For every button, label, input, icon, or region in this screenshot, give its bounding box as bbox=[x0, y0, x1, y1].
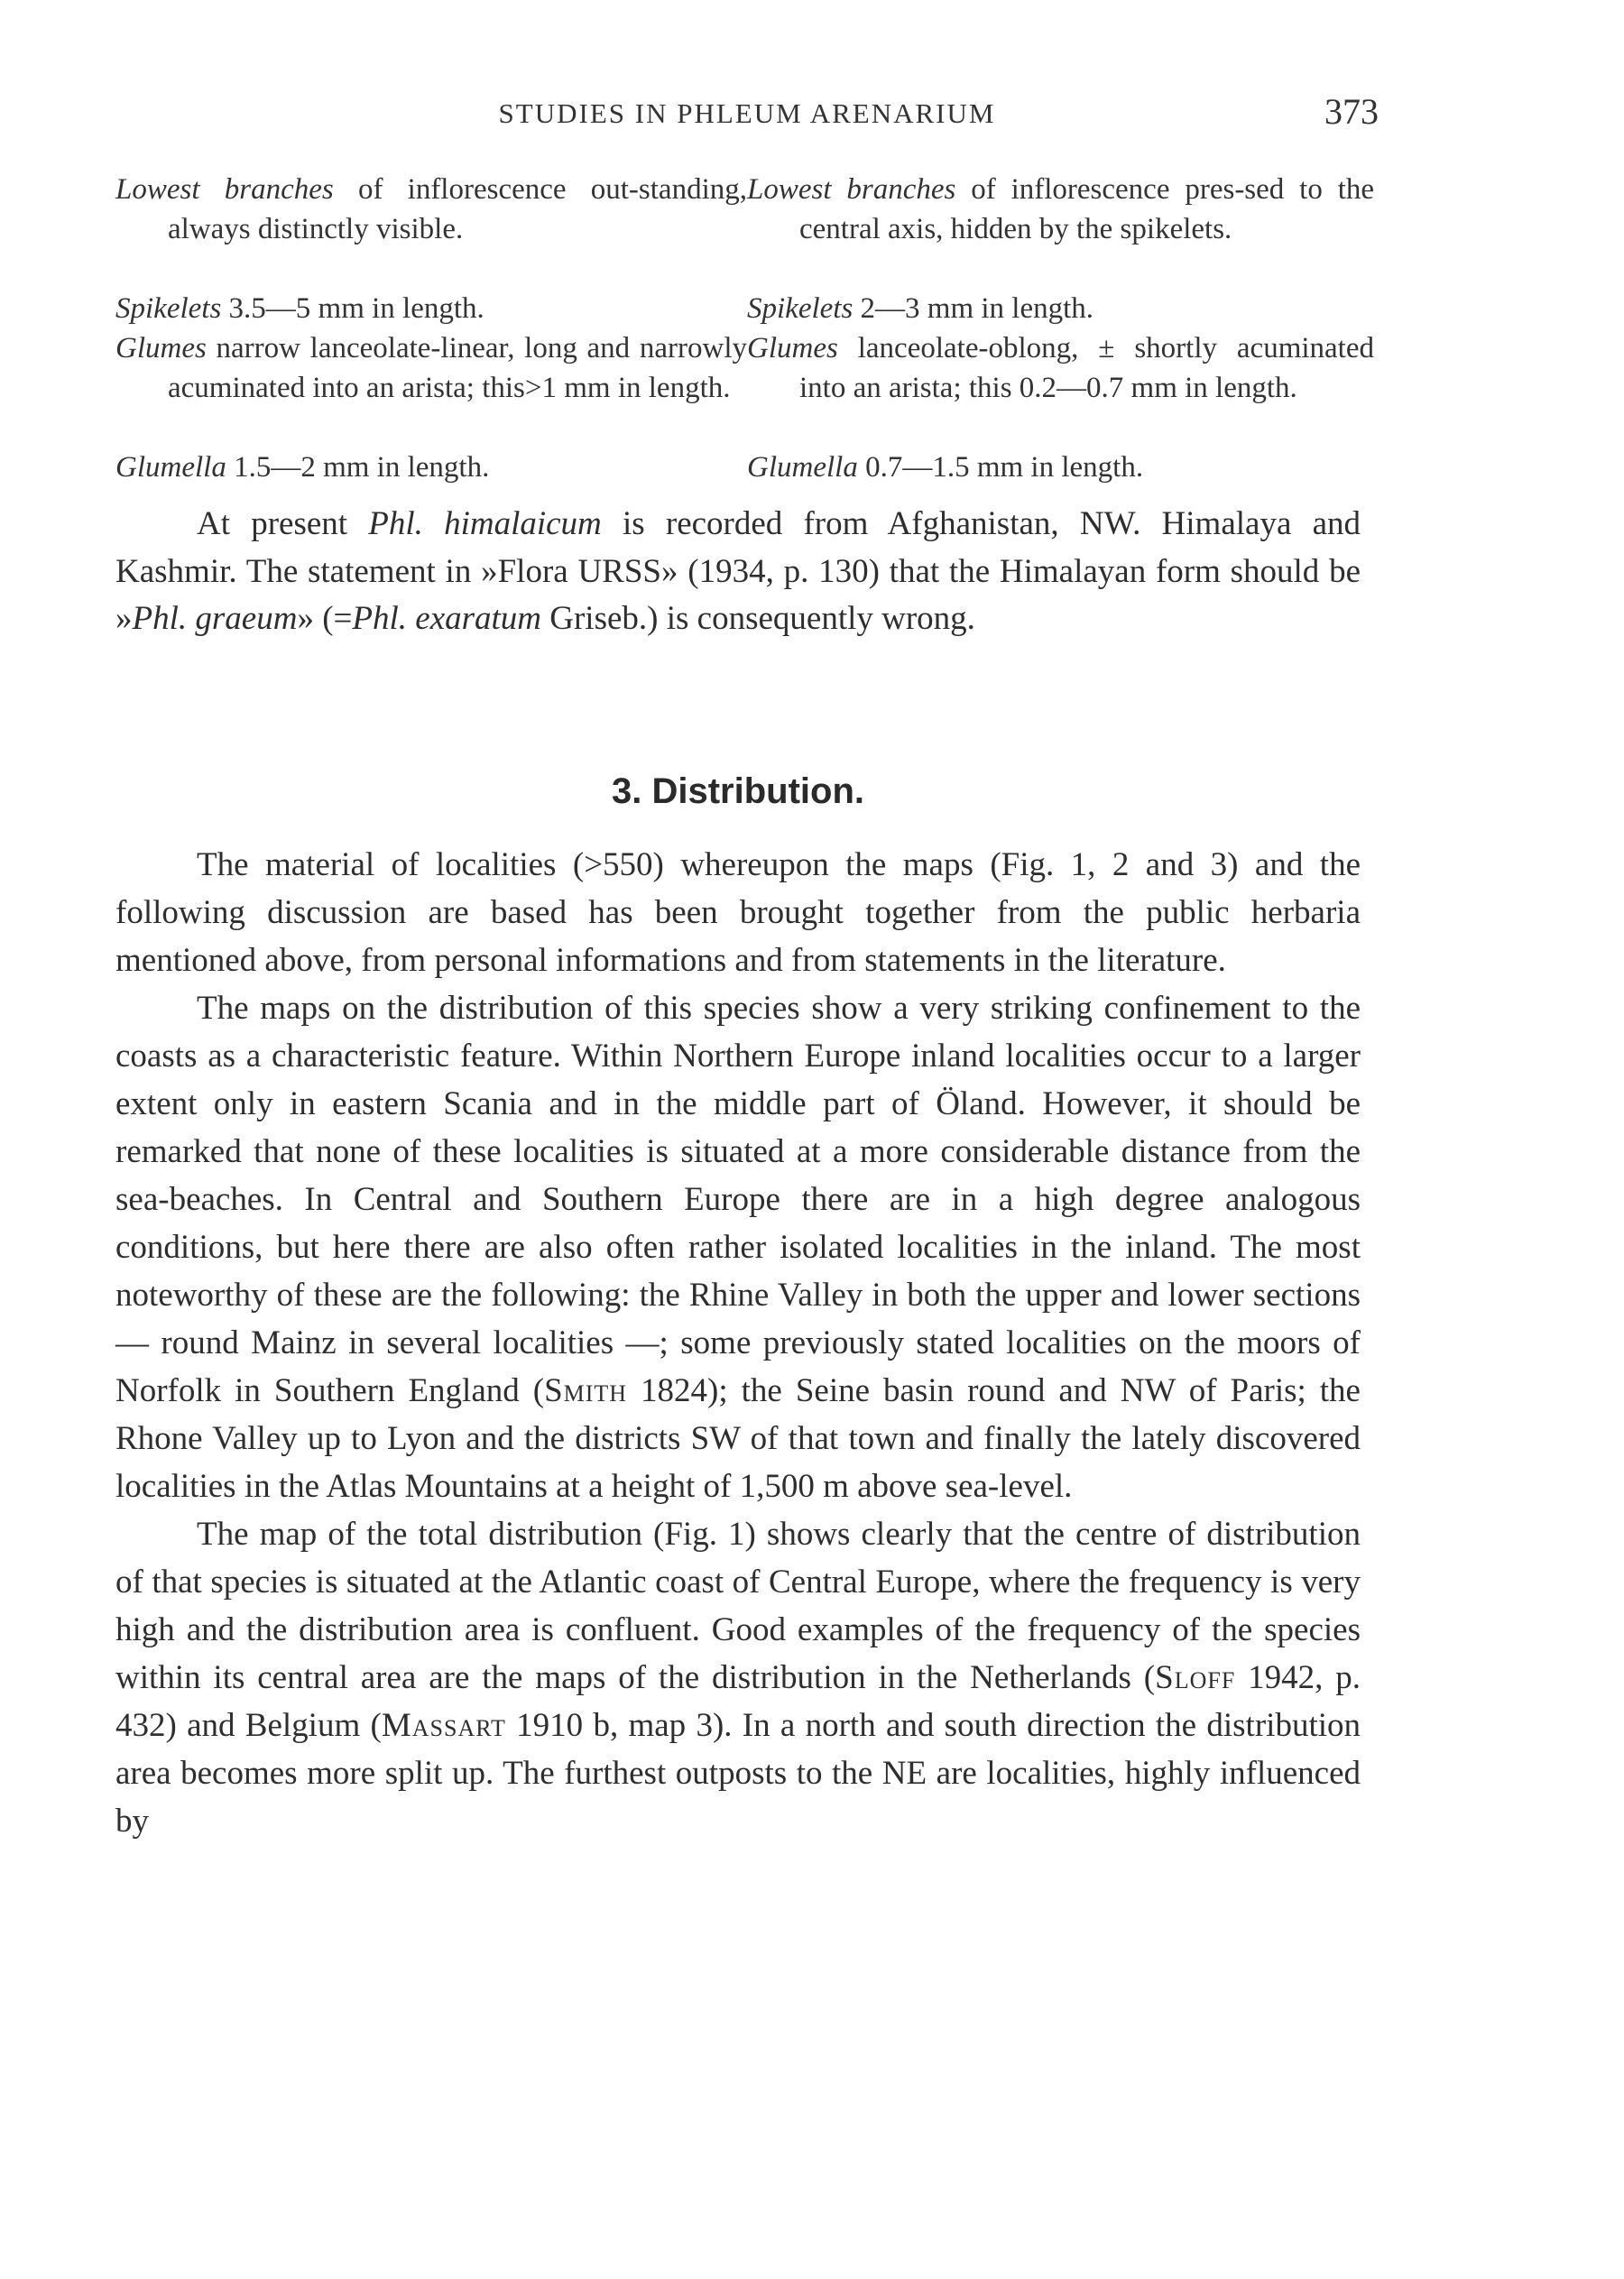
key-row-spikelets bbox=[115, 289, 1374, 328]
key-term: Glumella bbox=[115, 451, 226, 484]
author-name: Massart bbox=[381, 1707, 506, 1744]
key-term: Spikelets bbox=[747, 292, 854, 325]
key-term: Glumes bbox=[747, 332, 838, 364]
key-row-glumes bbox=[115, 328, 1374, 447]
key-text: 0.7—1.5 mm in length. bbox=[857, 451, 1144, 484]
text-run: At present bbox=[197, 505, 369, 542]
distribution-section bbox=[115, 841, 1361, 1845]
key-text: 1.5—2 mm in length. bbox=[226, 451, 490, 484]
key-term: Lowest branches bbox=[747, 173, 956, 206]
text-run: The map of the total distribution (Fig. 1) shows clearly that the centre of distribution of that species is situated at the Atlantic coast of Central Europe, where the frequency is very high and the distribution area is confluent. Good examples of the frequency of the species within its central area are the maps of the distribution in the Netherlands ( bbox=[115, 1516, 1361, 1696]
key-term: Glumella bbox=[747, 451, 858, 484]
identification-key bbox=[115, 170, 1374, 487]
key-left-glumella bbox=[115, 447, 747, 487]
text-run: The maps on the distribution of this species show a very striking confinement to the coasts as a characteristic feature. Within Northern Europe inland localities occur to a larger extent only in eastern Scania and in the middle part of Öland. However, it should be remarked that none of these localities is situated at a more considerable distance from the sea-beaches. In Central and Southern Europe there are in a high degree analogous conditions, but here there are also often rather isolated localities in the inland. The most noteworthy of these are the following: the Rhine Valley in both the upper and lower sections — round Mainz in several localities —; some previously stated localities on the moors of Norfolk in Southern England ( bbox=[115, 990, 1361, 1409]
taxon-name: Phl. exaratum bbox=[352, 600, 542, 637]
text-run: 1910 b, map 3). In a north and south direction the distribution area becomes more split up. The furthest outposts to the NE are localities, highly influenced by bbox=[115, 1707, 1361, 1840]
key-right-spikelets bbox=[747, 289, 1374, 328]
key-right-glumes bbox=[747, 328, 1374, 447]
key-text: narrow lanceolate-linear, long and narrowly acuminated into an arista; this>1 mm in length. bbox=[168, 332, 747, 404]
text-run: 1824); the Seine basin round and NW of Paris; the Rhone Valley up to Lyon and the districts SW of that town and finally the lately discovered localities in the Atlas Mountains at a height of 1,500 m above sea-level. bbox=[115, 1372, 1361, 1505]
text-run: Griseb.) is consequently wrong. bbox=[541, 600, 975, 637]
paragraph-2 bbox=[115, 984, 1361, 1510]
page-number: 373 bbox=[1324, 91, 1379, 132]
key-text: 2—3 mm in length. bbox=[853, 292, 1094, 325]
key-row-glumella bbox=[115, 447, 1374, 487]
key-term: Spikelets bbox=[115, 292, 222, 325]
taxon-name: Phl. himalaicum bbox=[368, 505, 602, 542]
text-run: is recorded from Afghanistan, NW. Himalaya and Kashmir. The statement in »Flora URSS» (1934, p. 130) that the Himalayan form should be » bbox=[115, 505, 1361, 637]
key-right-branches bbox=[747, 170, 1374, 289]
section-heading: 3. Distribution. bbox=[612, 771, 864, 811]
key-text: of inflorescence pres-sed to the central axis, hidden by the spikelets. bbox=[799, 173, 1375, 245]
key-text: of inflorescence out-standing, always distinctly visible. bbox=[168, 173, 747, 245]
paragraph-1: The material of localities (>550) whereupon the maps (Fig. 1, 2 and 3) and the following discussion are based has been brought together from the public herbaria mentioned above, from personal informations and from statements in the literature. bbox=[115, 846, 1361, 979]
text-run: 1942, p. 432) and Belgium ( bbox=[115, 1659, 1361, 1744]
key-term: Lowest branches bbox=[115, 173, 334, 206]
taxon-name: Phl. graeum bbox=[132, 600, 298, 637]
running-title: STUDIES IN PHLEUM ARENARIUM bbox=[498, 97, 996, 129]
key-term: Glumes bbox=[115, 332, 207, 364]
author-name: Sloff bbox=[1155, 1659, 1236, 1696]
key-left-glumes bbox=[115, 328, 747, 447]
key-text: lanceolate-oblong, ± shortly acuminated into an arista; this 0.2—0.7 mm in length. bbox=[799, 332, 1374, 404]
intro-paragraph bbox=[115, 501, 1361, 643]
key-left-spikelets bbox=[115, 289, 747, 328]
key-right-glumella bbox=[747, 447, 1374, 487]
key-text: 3.5—5 mm in length. bbox=[221, 292, 484, 325]
running-head bbox=[115, 90, 1379, 135]
key-left-branches bbox=[115, 170, 747, 289]
intro-text bbox=[115, 501, 1361, 643]
paragraph-3 bbox=[115, 1510, 1361, 1845]
text-run: » (= bbox=[297, 600, 353, 637]
author-name: Smith bbox=[544, 1372, 628, 1409]
key-row-branches bbox=[115, 170, 1374, 289]
